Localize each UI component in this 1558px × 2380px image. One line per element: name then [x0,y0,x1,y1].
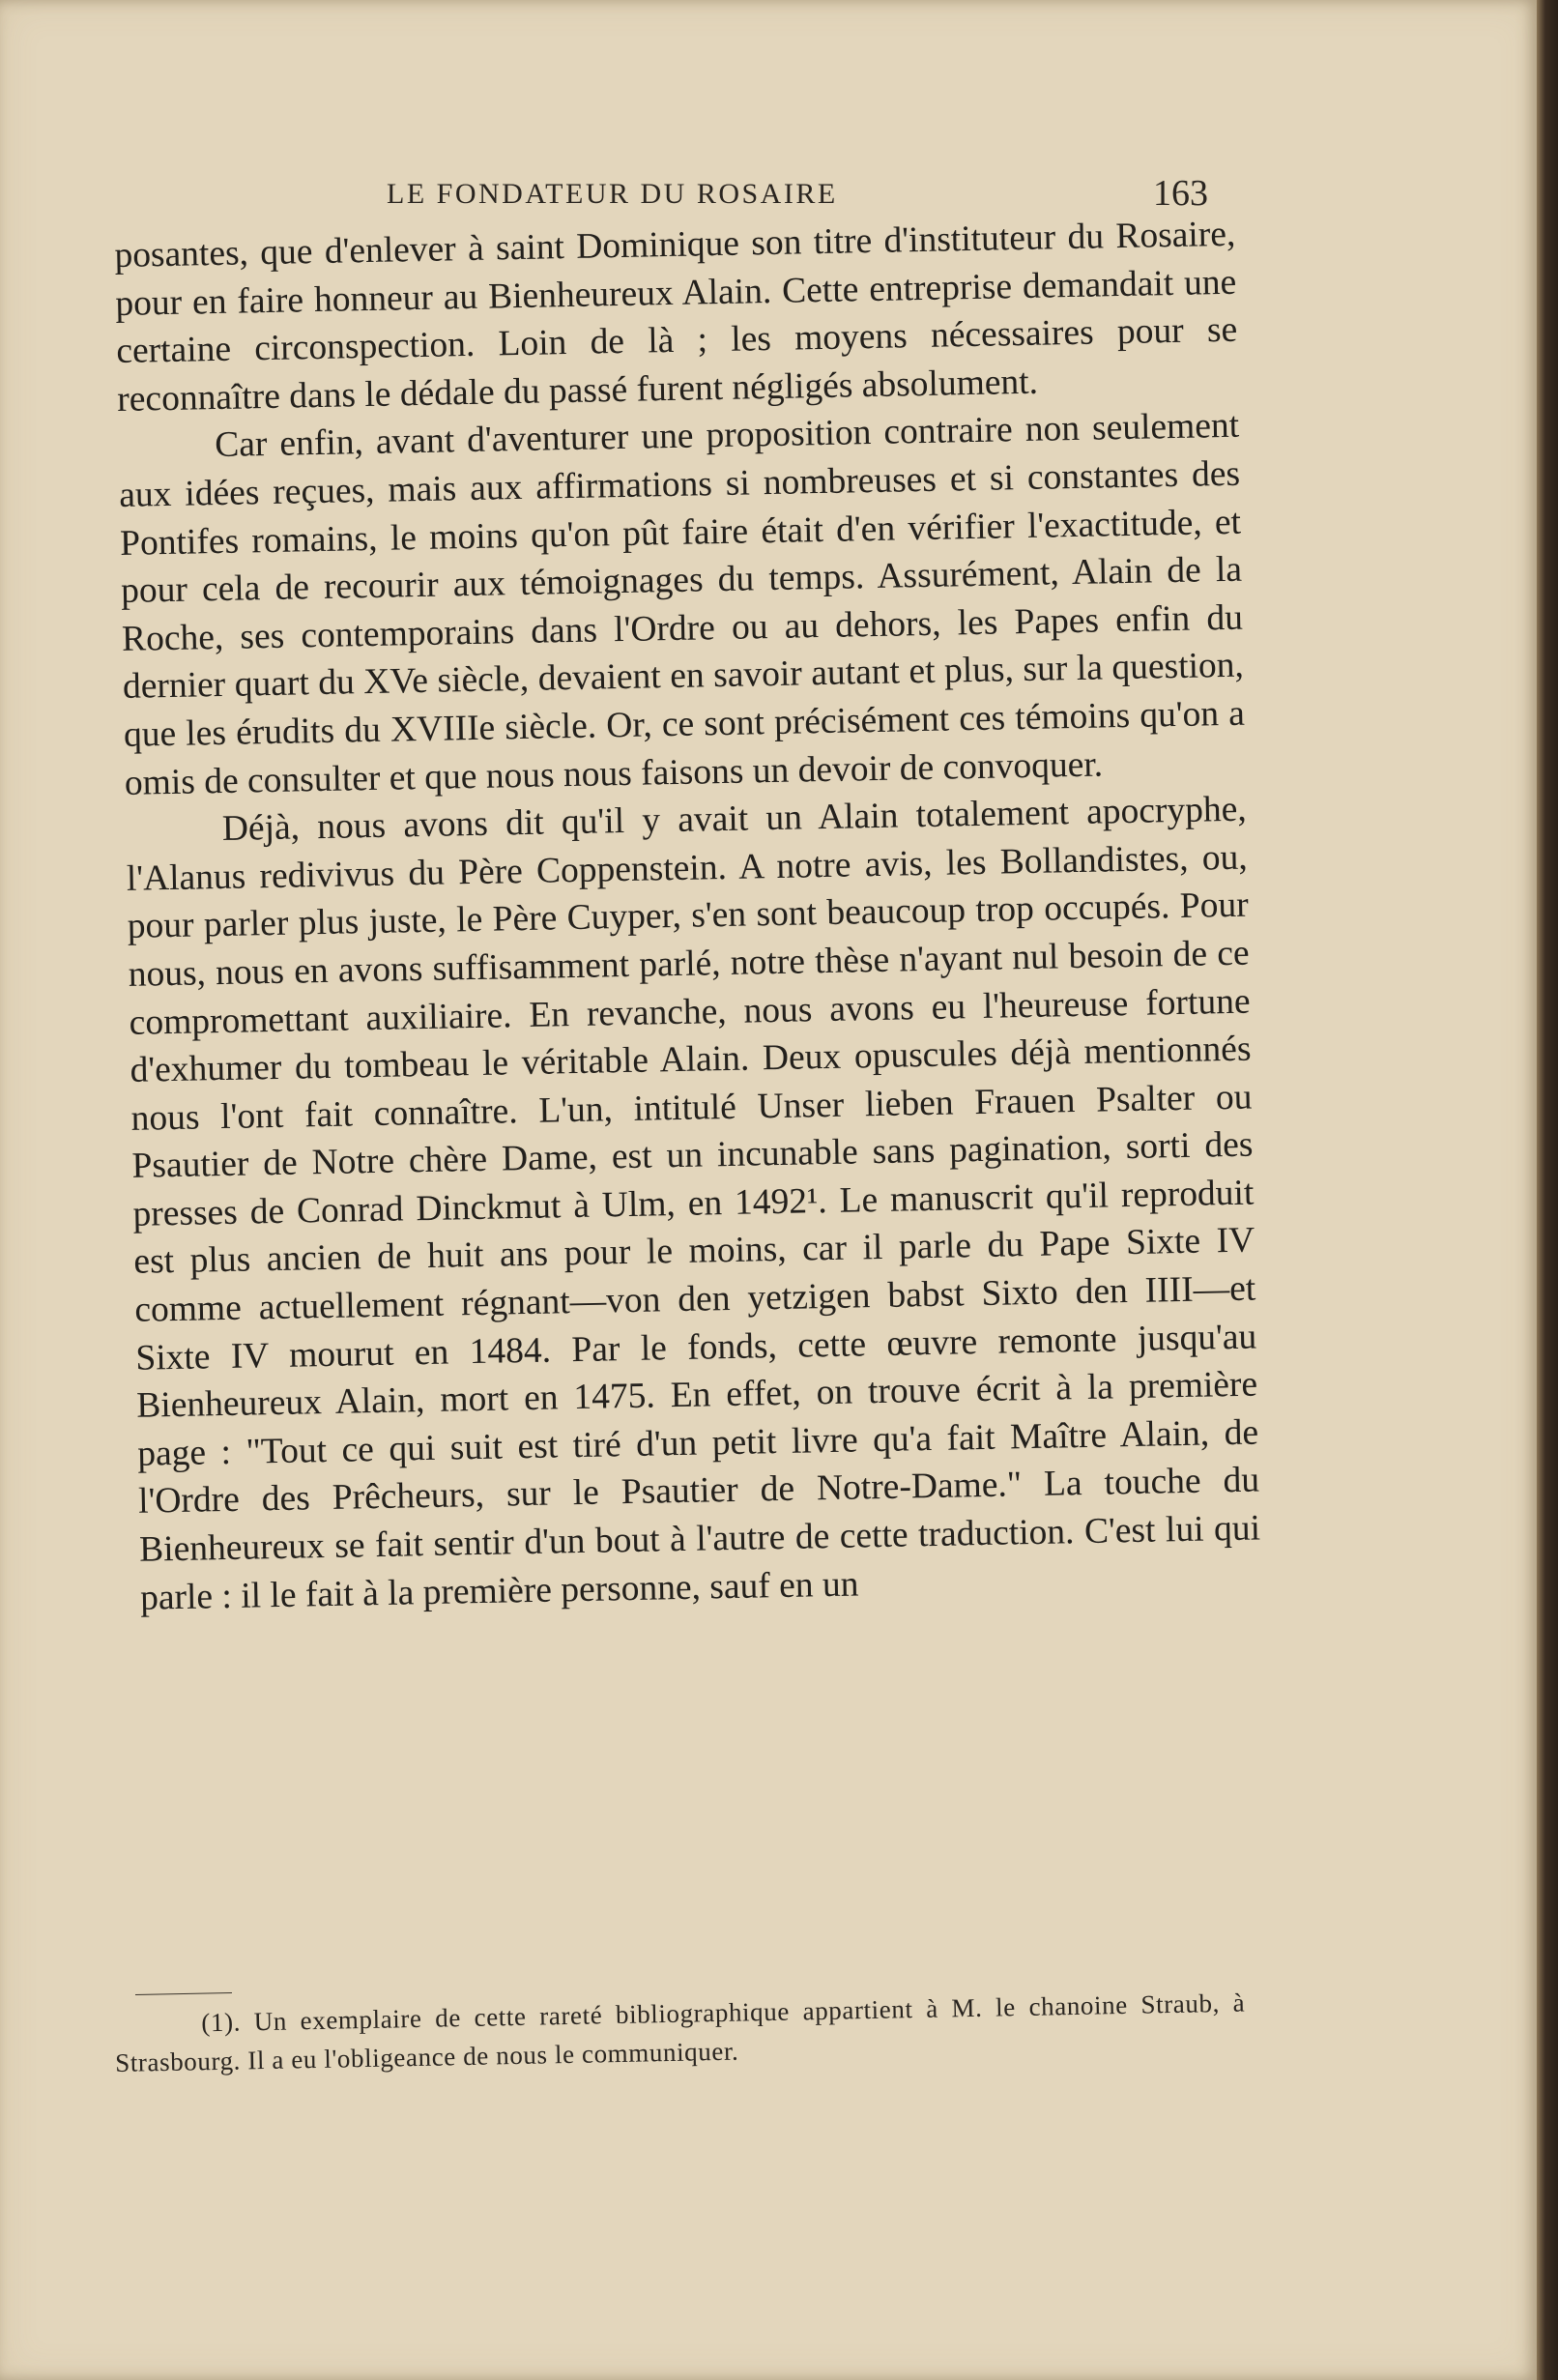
running-title: LE FONDATEUR DU ROSAIRE [387,178,838,210]
footnote [114,1984,1246,2082]
footnote-text: (1). Un exemplaire de cette rareté bibliographique appartient à M. le chanoine Straub, à Strasbourg. Il a eu l'obligeance de nous le communiquer. [114,1988,1246,2077]
paragraph-1: posantes, que d'enlever à saint Dominique son titre d'instituteur du Rosaire, pour en faire honneur au Bienheureux Alain. Cette entreprise demandait une certaine circonspection. Loin de là ; les moyens nécessaires pour se reconnaître dans le dédale du passé furent négligés absolument. [114,214,1238,420]
paragraph-2: Car enfin, avant d'aventurer une proposition contraire non seulement aux idées reçues, mais aux affirmations si nombreuses et si constantes des Pontifes romains, le moins qu'on pût faire était d'en vérifier l'exactitude, et pour cela de recourir aux témoignages du temps. Assurément, Alain de la Roche, ses contemporains dans l'Ordre ou au dehors, les Papes enfin du dernier quart du XVe siècle, devaient en savoir autant et plus, sur la question, que les érudits du XVIIIe siècle. Or, ce sont précisément ces témoins qu'on a omis de consulter et que nous nous faisons un devoir de convoquer. [118,406,1246,803]
paragraph-3: Déjà, nous avons dit qu'il y avait un Alain totalement apocryphe, l'Alanus redivivus du Père Coppenstein. A notre avis, les Bollandistes, ou, pour parler plus juste, le Père Cuyper, s'en sont beaucoup trop occupés. Pour nous, nous en avons suffisamment parlé, notre thèse n'ayant nul besoin de ce compromettant auxiliaire. En revanche, nous avons eu l'heureuse fortune d'exhumer du tombeau le véritable Alain. Deux opuscules déjà mentionnés nous l'ont fait connaître. L'un, intitulé Unser lieben Frauen Psalter ou Psautier de Notre chère Dame, est un incunable sans pagination, sorti des presses de Conrad Dinckmut à Ulm, en 1492¹. Le manuscrit qu'il reproduit est plus ancien de huit ans pour le moins, car il parle du Pape Sixte IV comme actuellement régnant—von den yetzigen babst Sixto den IIII—et Sixte IV mourut en 1484. Par le fonds, cette œuvre remonte jusqu'au Bienheureux Alain, mort en 1475. En effet, on trouve écrit à la première page : "Tout ce qui suit est tiré d'un petit livre qu'a fait Maître Alain, de l'Ordre des Prêcheurs, sur le Psautier de Notre-Dame." La touche du Bienheureux se fait sentir d'un bout à l'autre de cette traduction. C'est lui qui parle : il le fait à la première personne, sauf en un [126,789,1261,1618]
page-edge [1537,0,1558,2380]
page-number: 163 [1153,173,1208,214]
footnote-rule [135,1992,232,1995]
body-text [114,211,1261,1622]
